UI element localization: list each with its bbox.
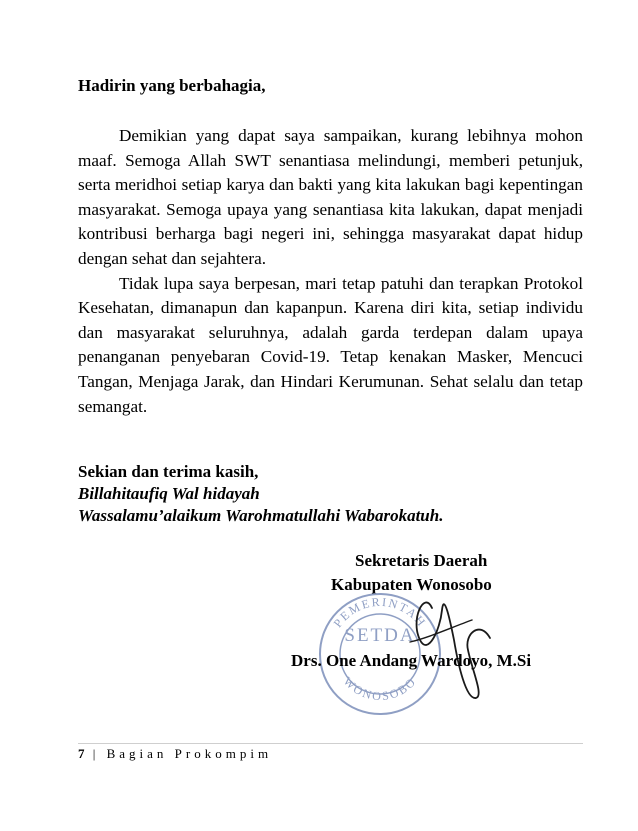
- stamp-ring-top: PEMERINTAH: [330, 594, 430, 631]
- closing-thanks: Sekian dan terima kasih,: [78, 462, 259, 481]
- signatory-title: Sekretaris Daerah: [355, 551, 488, 570]
- footer-separator: |: [92, 746, 100, 761]
- paragraph: Demikian yang dapat saya sampaikan, kurang lebihnya mohon maaf. Semoga Allah SWT senantiasa melindungi, memberi petunjuk, serta meridhoi setiap karya dan bakti yang kita lakukan bagi kepentingan masyarakat. Semoga upaya yang senantiasa kita lakukan, dapat menjadi kontribusi berharga bagi negeri ini, sehingga masyarakat dapat hidup dengan sehat dan sejahtera.: [78, 126, 583, 268]
- closing-prayer: Billahitaufiq Wal hidayah: [78, 484, 260, 503]
- page-number: 7: [78, 746, 86, 761]
- greeting: Hadirin yang berbahagia,: [78, 76, 266, 95]
- signatory-office: Kabupaten Wonosobo: [331, 575, 492, 594]
- stamp-ring-bottom: WONOSOBO: [340, 674, 420, 704]
- paragraph: Tidak lupa saya berpesan, mari tetap patuhi dan terapkan Protokol Kesehatan, dimanapun dan kapanpun. Karena diri kita, setiap individu dan masyarakat seluruhnya, adalah garda terdepan dalam upaya penanganan penyebaran Covid-19. Tetap kenakan Masker, Mencuci Tangan, Menjaga Jarak, dan Hindari Kerumunan. Sehat selalu dan tetap semangat.: [78, 273, 583, 416]
- signatory-name: Drs. One Andang Wardoyo, M.Si: [291, 651, 532, 670]
- closing-block: [78, 461, 443, 527]
- closing-salam: Wassalamu’alaikum Warohmatullahi Wabarokatuh.: [78, 506, 444, 525]
- handwritten-signature: [380, 580, 500, 710]
- speech-body: [78, 124, 583, 419]
- page-footer: [78, 746, 272, 762]
- footer-section: Bagian Prokompim: [106, 746, 273, 761]
- footer-rule: [78, 743, 583, 744]
- stamp-center-text: SETDA: [344, 625, 416, 646]
